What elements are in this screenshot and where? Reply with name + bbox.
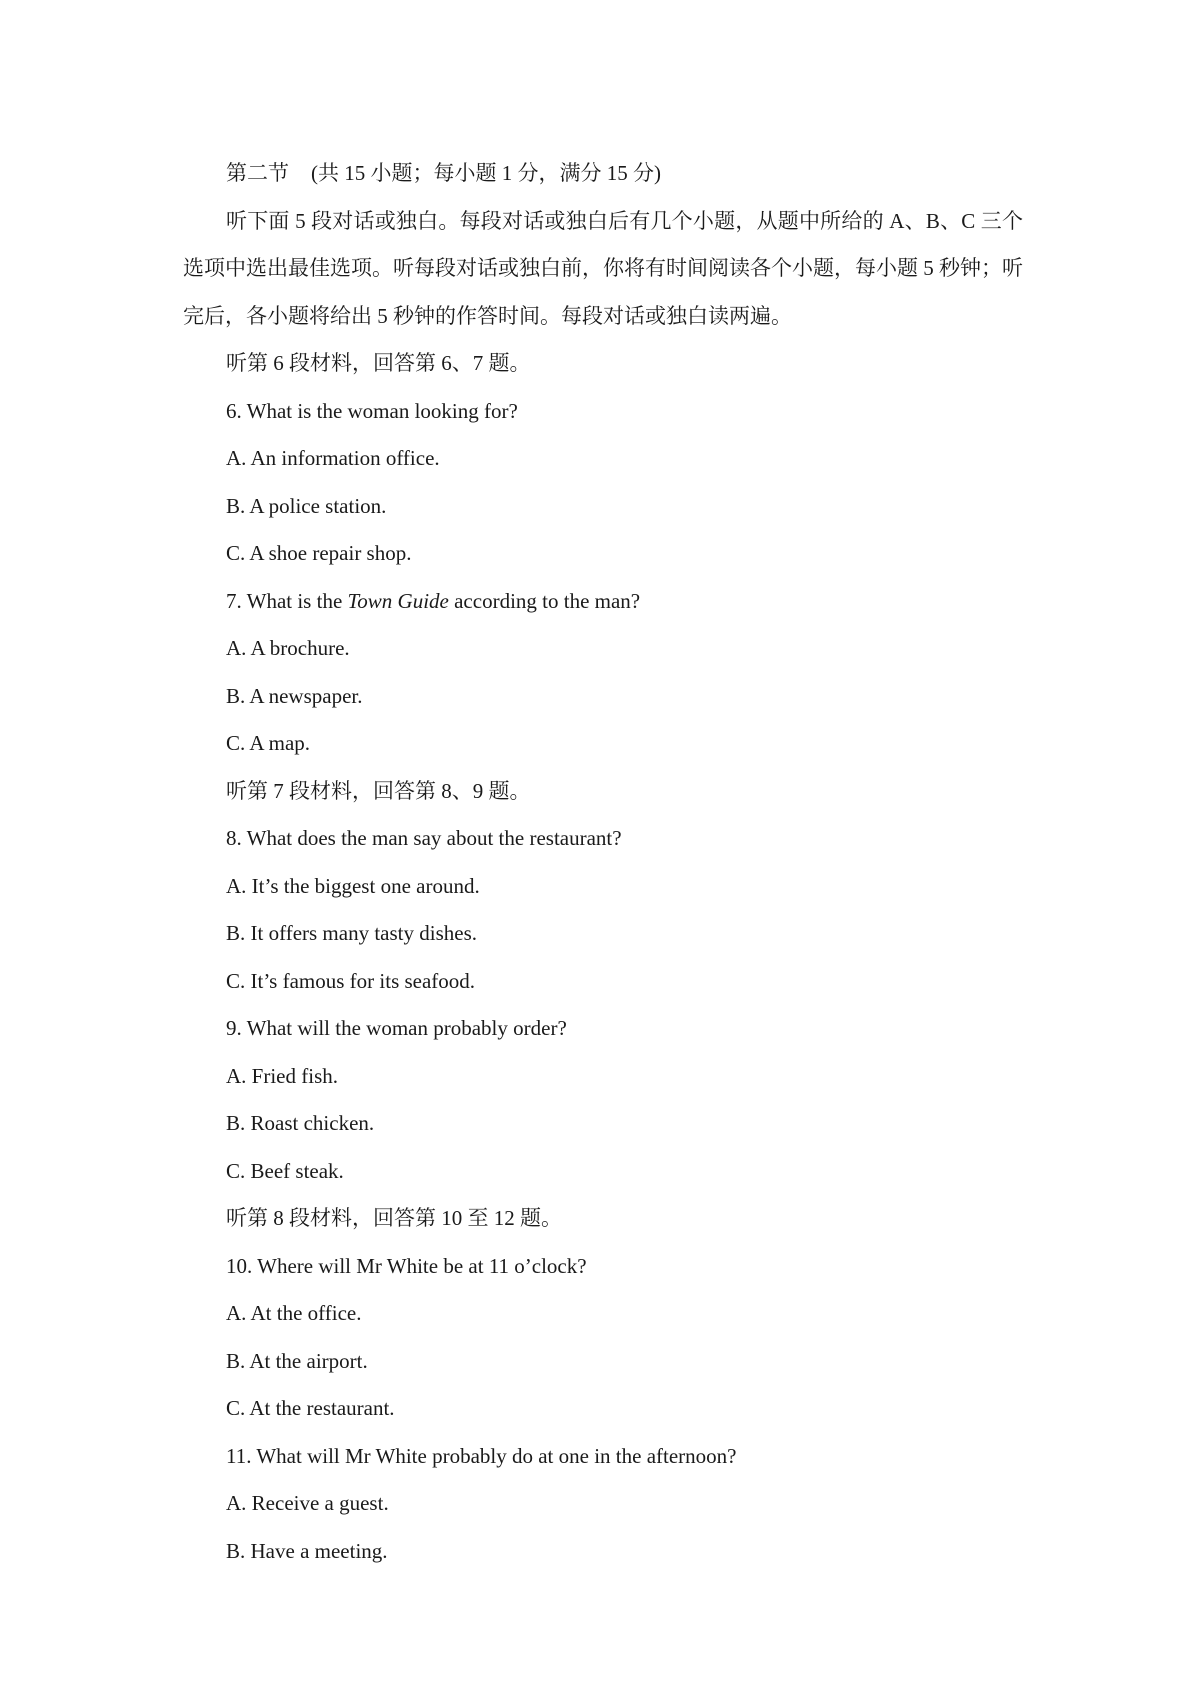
answer-option: C. At the restaurant. <box>226 1396 395 1420</box>
question-stem-text: according to the man? <box>448 588 641 613</box>
section-heading <box>183 150 1023 198</box>
answer-option: B. Have a meeting. <box>226 1538 388 1563</box>
answer-option: B. A police station. <box>226 493 387 518</box>
answer-option: C. It’s famous for its seafood. <box>226 968 476 993</box>
answer-option: B. It offers many tasty dishes. <box>226 921 477 945</box>
section-title: 第二节 <box>226 161 289 185</box>
answer-option: B. Roast chicken. <box>226 1111 375 1135</box>
answer-option: A. At the office. <box>226 1301 362 1325</box>
answer-option: B. At the airport. <box>226 1348 368 1373</box>
answer-option: A. A brochure. <box>226 636 350 660</box>
answer-option: A. An information office. <box>226 446 440 470</box>
question-stem <box>183 578 1023 626</box>
answer-option: A. It’s the biggest one around. <box>226 873 480 898</box>
question-stem: 6. What is the woman looking for? <box>226 398 518 423</box>
listening-section <box>183 150 1023 1575</box>
group-header: 听第 8 段材料，回答第 10 至 12 题。 <box>226 1206 562 1230</box>
answer-option: B. A newspaper. <box>226 683 363 708</box>
answer-option: C. A shoe repair shop. <box>226 541 412 565</box>
question-stem: 10. Where will Mr White be at 11 o’clock? <box>226 1253 587 1278</box>
section-note: (共 15 小题；每小题 1 分，满分 15 分) <box>311 161 661 185</box>
group-header: 听第 7 段材料，回答第 8、9 题。 <box>226 778 531 803</box>
question-stem: 9. What will the woman probably order? <box>226 1016 567 1040</box>
answer-option: C. Beef steak. <box>226 1158 344 1183</box>
answer-option: A. Receive a guest. <box>226 1491 389 1515</box>
question-stem-text: 7. What is the <box>226 588 348 613</box>
answer-option: A. Fried fish. <box>226 1063 338 1088</box>
question-stem: 11. What will Mr White probably do at one in the afternoon? <box>226 1443 737 1468</box>
title-italic: Town Guide <box>347 588 449 613</box>
answer-option: C. A map. <box>226 731 311 755</box>
question-stem: 8. What does the man say about the restaurant? <box>226 826 622 850</box>
group-header: 听第 6 段材料，回答第 6、7 题。 <box>226 351 531 375</box>
section-instructions: 听下面 5 段对话或独白。每段对话或独白后有几个小题，从题中所给的 A、B、C 三个选项中选出最佳选项。听每段对话或独白前，你将有时间阅读各个小题，每小题 5 秒钟；听完后，各小题将给出 5 秒钟的作答时间。每段对话或独白读两遍。 <box>183 208 1023 328</box>
